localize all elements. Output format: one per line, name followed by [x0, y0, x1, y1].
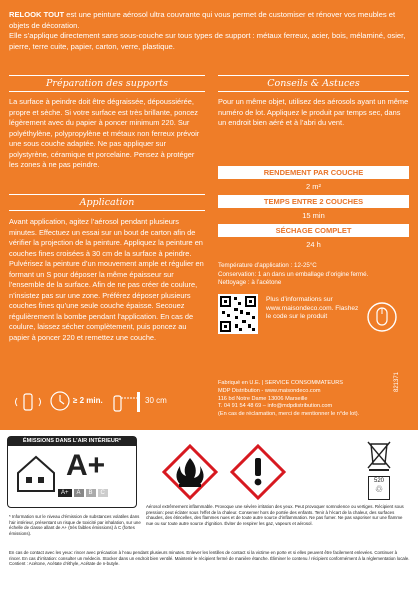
scale-c: C: [98, 489, 108, 497]
spray-distance: 30 cm: [145, 396, 167, 405]
tips-title: Conseils & Astuces: [267, 78, 360, 89]
emissions-scale: [58, 489, 108, 497]
maker-info: [218, 380, 398, 419]
application-pictos: [9, 388, 205, 416]
scale-a: A: [74, 489, 84, 497]
intro-line-1: est une peinture aérosol ultra couvrante qui vous permet de customiser et rénover vos meubles et objets de décoration.: [9, 10, 396, 30]
recycle-code: 520: [373, 478, 384, 484]
more-info: Plus d’informations sur www.maisondeco.com. Flashez le code sur le produit: [266, 296, 359, 321]
emissions-label: [7, 436, 137, 508]
nettoyage-text: Nettoyage : à l’acétone: [218, 279, 282, 286]
prep-header: [9, 75, 205, 92]
conditions: [218, 262, 409, 288]
maker-line-4: T. 04 91 54 48 69 – info@mdpdistribution.com: [218, 403, 333, 410]
application-title: Application: [79, 197, 135, 208]
hazard-text: Aérosol extrêmement inflammable. Provoque une sévère irritation des yeux. Peut provoquer somnolence ou vertiges. Récipient sous pression: peut éclater sous l’effet de la chaleur. Conserver hors de portée des enfants. Tenir à l’écart de la chaleur, des surfaces chaudes, des étincelles, des flammes nues et de toute autre source d’inflammation. Ne pas fumer. Ne pas vaporiser sur une flamme nue ou sur toute autre source d’ignition. Éviter de respirer les gaz, vapeurs et aérosol.: [146, 504, 404, 526]
emissions-grade: A+: [66, 449, 106, 482]
maker-line-2: MDP Distribution - www.maisondeco.com: [218, 387, 321, 394]
prep-title: Préparation des supports: [46, 78, 168, 89]
weee-icon: [364, 438, 394, 472]
info-table: [218, 166, 409, 253]
recycle-code-box: [368, 476, 390, 500]
flame-pictogram: [162, 444, 218, 500]
application-header: [9, 194, 205, 211]
sechage-label: SÉCHAGE COMPLET: [218, 224, 409, 237]
maker-line-3: 116 bd Notre Dame 13006 Marseille: [218, 395, 308, 402]
tips-text: Pour un même objet, utilisez des aérosols ayant un même numéro de lot. Appliquez le produit par temps sec, dans un endroit bien aéré et à l’abri du vent.: [218, 97, 409, 127]
exclamation-pictogram: [230, 444, 286, 500]
emissions-title: ÉMISSIONS DANS L’AIR INTÉRIEUR*: [8, 437, 136, 446]
brand-name: RELOOK TOUT: [9, 10, 65, 19]
sechage-value: 24 h: [306, 240, 321, 249]
application-text: Avant application, agitez l’aérosol pendant plusieurs minutes. Effectuez un essai sur un bout de carton afin de vérifier la projection de la peinture. Appliquez la peinture en couches fines croisées à 30 cm de la surface à peindre. Pulvérisez la peinture d’un mouvement ample et régulier en formant un S pour déposer la même épaisseur sur l’ensemble de la surface. Afin de ne pas créer de coulure, n’insistez pas sur une zone. Préférez déposer plusieurs couches fines qu’une seule couche épaisse. Secouez régulièrement la bombe pendant l’application. En cas de coulure, laissez sécher complètement, puis poncez au papier à poncer 220 et remettez une couche.: [9, 217, 204, 342]
shake-can-icon: [13, 388, 43, 414]
prep-text: La surface à peindre doit être dégraissée, dépoussiérée, propre et sèche. Si votre surface est très brillante, poncez légèrement avec du papier à poncer minimum 220. Sur polyéthylène, polypropylène et métaux non ferreux prévoir une sous couche adaptée. Ne pas appliquer sur polystyrène, céramique et porcelaine. Pensez à protéger les zones à ne pas peindre.: [9, 97, 200, 169]
timer-icon: [49, 390, 71, 412]
intro-line-2: Elle s’applique directement sans sous-couche sur tous types de support : métaux ferreux, acier, bois, mélaminé, osier, pierre, terre cuite, papier, carton, verre, plastique.: [9, 31, 406, 51]
shake-time: ≥ 2 min.: [73, 396, 103, 405]
maker-line-1: Fabriqué en U.E. | SERVICE CONSOMMATEURS: [218, 380, 343, 386]
hazard-text-2: En cas de contact avec les yeux: rincer avec précaution à l’eau pendant plusieurs minutes. Enlever les lentilles de contact si la victime en porte et si elles peuvent être facilement enlevées. Continuer à rincer. En cas d’irritation: consulter un médecin. Stocker dans un endroit bien ventilé. Maintenir le récipient fermé de manière étanche. Éliminer le contenu / récipient conformément à la réglementation locale. Contient : Acétone, Acétate d’éthyle, Acétate de n-butyle.: [9, 550, 410, 567]
intro: [9, 10, 409, 52]
temps-label: TEMPS ENTRE 2 COUCHES: [218, 195, 409, 208]
maker-line-5: (En cas de réclamation, merci de mentionner le n°de lot).: [218, 411, 360, 418]
house-icon: [14, 453, 58, 493]
temps-value: 15 min: [302, 211, 325, 220]
spray-distance-icon: [111, 388, 141, 414]
tips-header: [218, 75, 409, 92]
conservation-text: Conservation: 1 an dans un emballage d’origine fermé.: [218, 270, 369, 278]
rendement-value: 2 m²: [306, 182, 321, 191]
scale-a-plus: A+: [58, 489, 72, 497]
rendement-label: RENDEMENT PAR COUCHE: [218, 166, 409, 179]
recycle-arrow-icon: ♲: [374, 484, 384, 494]
scale-b: B: [86, 489, 96, 497]
temperature-text: Température d’application : 12-25°C: [218, 262, 317, 269]
mouse-icon: [367, 298, 397, 336]
product-code: 821371: [394, 371, 400, 392]
emissions-note: * Information sur le niveau d’émission de substances volatiles dans l’air intérieur, présentant un risque de toxicité par inhalation, sur une échelle de classe allant de A+ (très faibles émissions) à C (fortes émissions).: [9, 514, 141, 536]
qr-code[interactable]: [218, 294, 258, 334]
